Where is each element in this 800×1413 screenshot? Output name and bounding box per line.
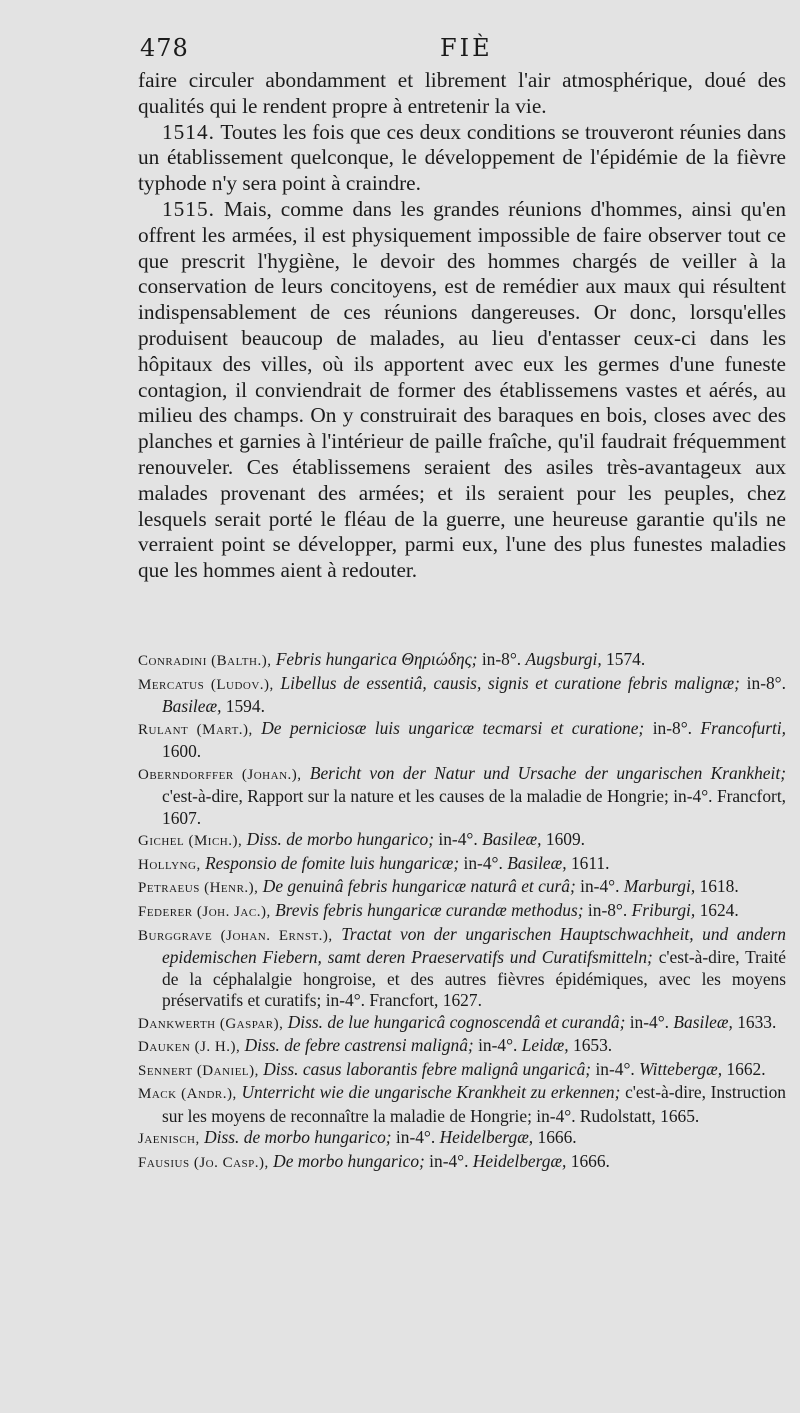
bibliography-place: Friburgi, <box>631 900 696 921</box>
bibliography-year: 1611. <box>570 852 610 873</box>
bibliography-author: Mercatus (Ludov.), <box>138 676 274 693</box>
bibliography-place: Wittebergæ, <box>639 1058 723 1079</box>
bibliography-details: in-4°. <box>463 852 503 873</box>
bibliography-entry <box>138 763 786 830</box>
bibliography-details: in-8°. <box>481 649 522 669</box>
bibliography-year: 1594. <box>225 696 265 717</box>
bibliography-title: Febris hungarica Θηριώδης; <box>275 649 478 669</box>
page-header <box>140 34 786 68</box>
paragraph-number: 1515. <box>162 196 215 221</box>
bibliography-entry <box>138 924 786 1012</box>
bibliography-entry <box>138 1151 786 1175</box>
bibliography-title: De morbo hungarico; <box>273 1151 425 1172</box>
bibliography-author: Rulant (Mart.), <box>138 721 253 738</box>
bibliography-year: 1624. <box>699 900 739 921</box>
bibliography-place: Marburgi, <box>623 876 696 897</box>
bibliography-title: De genuinâ febris hungaricæ naturâ et curâ; <box>262 876 576 897</box>
bibliography-entry <box>138 718 786 763</box>
bibliography-author: Jaenisch, <box>138 1131 200 1148</box>
bibliography-details: in-4°. <box>629 1011 670 1032</box>
bibliography-details: in-8°. <box>652 717 693 738</box>
bibliography-year: 1600. <box>162 741 202 762</box>
bibliography-title: Diss. de morbo hungarico; <box>204 1127 392 1148</box>
bibliography-entry <box>138 1082 786 1127</box>
page-number: 478 <box>140 34 189 62</box>
bibliography-list <box>138 649 786 1175</box>
bibliography-details: in-4°. <box>595 1058 635 1079</box>
bibliography-author: Fausius (Jo. Casp.), <box>138 1155 269 1172</box>
bibliography-year: 1574. <box>606 649 646 669</box>
bibliography-title: Tractat von der ungarischen Hauptschwachheit, und andern epidemischen Fiebern, samt deren Praeservatifs und Curatifsmitteln; <box>162 923 786 968</box>
bibliography-author: Gichel (Mich.), <box>138 833 243 850</box>
bibliography-entry <box>138 853 786 877</box>
bibliography-year: 1618. <box>699 876 739 897</box>
bibliography-details: c'est-à-dire, Instruction sur les moyens de reconnaître la maladie de Hongrie; in-4°. Rudolstatt, <box>162 1082 786 1126</box>
bibliography-author: Federer (Joh. Jac.), <box>138 904 271 921</box>
bibliography-place: Basileæ, <box>673 1011 733 1032</box>
bibliography-entry <box>138 1127 786 1151</box>
bibliography-entry <box>138 876 786 900</box>
bibliography-entry <box>138 1059 786 1083</box>
bibliography-year: 1662. <box>726 1058 766 1079</box>
bibliography-title: Libellus de essentiâ, causis, signis et curatione febris malignæ; <box>280 672 740 693</box>
bibliography-entry <box>138 1012 786 1036</box>
bibliography-author: Sennert (Daniel), <box>138 1062 259 1079</box>
bibliography-title: Bericht von der Natur und Ursache der ungarischen Krankheit; <box>309 762 786 783</box>
bibliography-year: 1607. <box>162 807 202 828</box>
bibliography-details: in-4°. <box>395 1127 436 1148</box>
paragraph-1515 <box>138 197 786 584</box>
bibliography-title: Brevis febris hungaricæ curandæ methodus; <box>275 900 584 921</box>
bibliography-title: Unterricht wie die ungarische Krankheit zu erkennen; <box>241 1082 621 1103</box>
bibliography-title: De perniciosæ luis ungaricæ tecmarsi et curatione; <box>261 717 645 738</box>
bibliography-details: in-8°. <box>746 672 786 693</box>
bibliography-year: 1653. <box>573 1035 613 1056</box>
bibliography-entry <box>138 900 786 924</box>
bibliography-author: Dauken (J. H.), <box>138 1039 241 1056</box>
bibliography-place: Basileæ, <box>482 829 542 850</box>
bibliography-entry <box>138 1035 786 1059</box>
bibliography-title: Diss. casus laborantis febre malignâ ungaricâ; <box>263 1058 592 1079</box>
paragraph-text: Toutes les fois que ces deux conditions se trouveront réunies dans un établissement quelconque, le développement de l'épidémie de la fièvre typhode n'y sera point à craindre. <box>138 119 786 196</box>
bibliography-details: c'est-à-dire, Rapport sur la nature et les causes de la maladie de Hongrie; in-4°. Francfort, <box>162 786 786 807</box>
bibliography-entry <box>138 673 786 718</box>
main-text <box>138 68 786 584</box>
bibliography-title: Diss. de febre castrensi malignâ; <box>244 1035 474 1056</box>
bibliography-title: Diss. de lue hungaricâ cognoscendâ et curandâ; <box>287 1011 626 1032</box>
bibliography-place: Heidelbergæ, <box>439 1127 534 1148</box>
running-title: FIÈ <box>440 34 493 62</box>
bibliography-place: Augsburgi, <box>525 649 602 669</box>
bibliography-year: 1609. <box>545 829 586 850</box>
bibliography-entry <box>138 649 786 673</box>
bibliography-place: Francofurti, <box>700 717 786 738</box>
bibliography-year: 1633. <box>737 1011 777 1032</box>
bibliography-title: Diss. de morbo hungarico; <box>246 829 435 850</box>
bibliography-place: Basileæ, <box>162 696 222 717</box>
bibliography-details: in-4°. <box>429 1151 469 1172</box>
bibliography-author: Dankwerth (Gaspar), <box>138 1015 284 1032</box>
bibliography-author: Burggrave (Johan. Ernst.), <box>138 927 333 944</box>
bibliography-details: in-4°. <box>580 876 620 897</box>
bibliography-place: Leidæ, <box>521 1035 569 1056</box>
bibliography-year: 1666. <box>570 1151 610 1172</box>
bibliography-place: Heidelbergæ, <box>472 1151 567 1172</box>
bibliography-details: c'est-à-dire, Traité de la céphalalgie hongroise, et des autres fièvres épidémiques, avec les moyens préservatifs et curatifs; in-4°. Francfort, <box>162 947 786 1011</box>
bibliography-details: in-4°. <box>438 829 478 850</box>
bibliography-author: Hollyng, <box>138 856 201 873</box>
bibliography-author: Oberndorffer (Johan.), <box>138 766 302 783</box>
bibliography-details: in-8°. <box>587 900 628 921</box>
bibliography-year: 1665. <box>660 1105 700 1126</box>
bibliography-author: Conradini (Balth.), <box>138 653 272 669</box>
bibliography-entry <box>138 829 786 853</box>
bibliography-title: Responsio de fomite luis hungaricæ; <box>205 852 460 873</box>
bibliography-place: Basileæ, <box>507 852 567 873</box>
paragraph-number: 1514. <box>162 119 215 144</box>
continuation-paragraph: faire circuler abondamment et librement l'air atmosphérique, doué des qualités qui le rendent propre à entretenir la vie. <box>138 68 786 118</box>
bibliography-author: Petraeus (Henr.), <box>138 880 259 897</box>
bibliography-details: in-4°. <box>478 1035 518 1056</box>
bibliography-year: 1627. <box>442 990 482 1011</box>
paragraph-text: Mais, comme dans les grandes réunions d'hommes, ainsi qu'en offrent les armées, il est physiquement impossible de faire observer tout ce que prescrit l'hygiène, le devoir des hommes chargés de veiller à la conservation de leurs concitoyens, est de remédier aux maux qui résultent indispensablement de ces réunions dangereuses. Or donc, lorsqu'elles produisent beaucoup de malades, au lieu d'entasser ceux-ci dans les hôpitaux des villes, où ils apportent avec eux les germes d'une funeste contagion, il conviendrait de former des établissemens vastes et aérés, au milieu des champs. On y construirait des baraques en bois, closes avec des planches et garnies à l'intérieur de paille fraîche, qu'il faudrait fréquemment renouveler. Ces établissemens seraient des asiles très-avantageux aux malades provenant des armées; et ils seraient pour les peuples, chez lesquels serait porté le fléau de la guerre, une heureuse garantie qu'ils ne verraient point se développer, parmi eux, l'une des plus funestes maladies que les hommes aient à redouter. <box>138 196 787 583</box>
paragraph-1514 <box>138 120 786 197</box>
bibliography-author: Mack (Andr.), <box>138 1086 237 1103</box>
bibliography-year: 1666. <box>537 1127 577 1148</box>
